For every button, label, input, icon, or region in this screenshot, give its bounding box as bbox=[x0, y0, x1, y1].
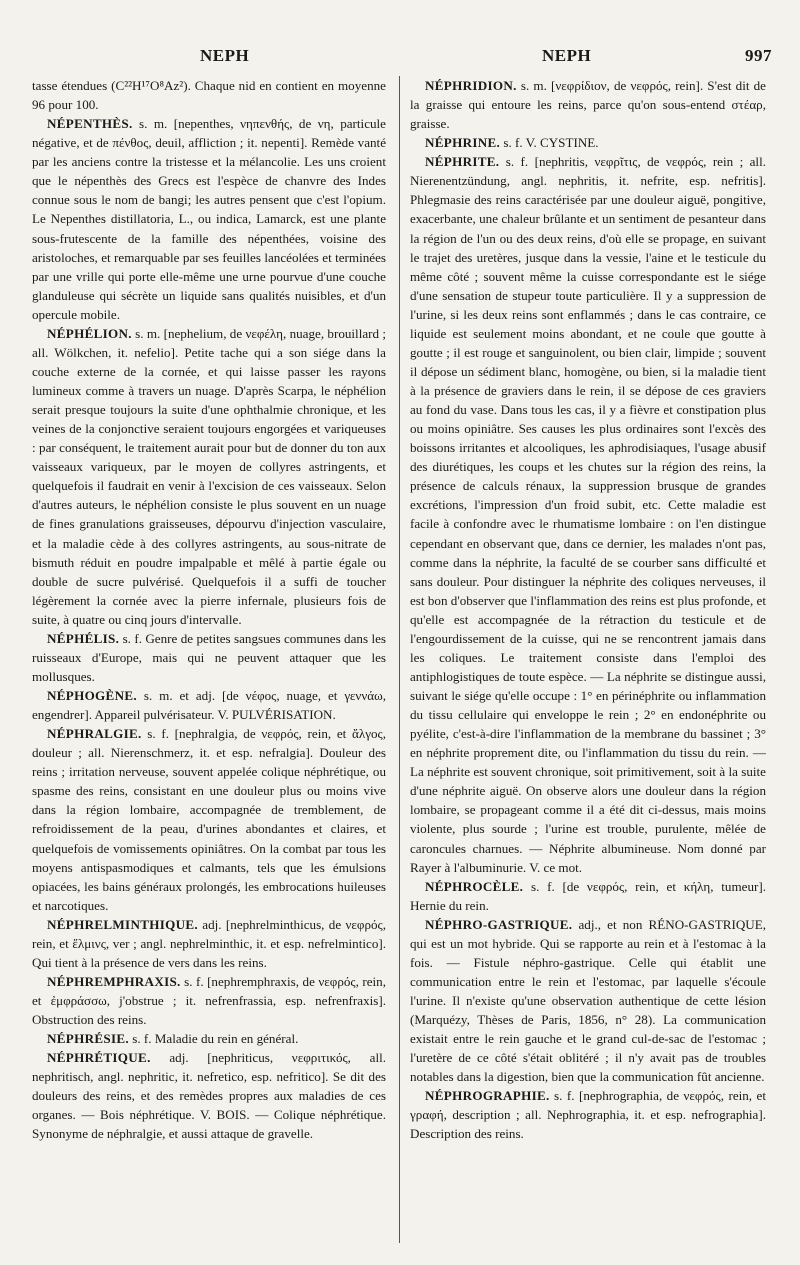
entry-text: s. f. [nephrographia, de νεφρός, rein, et γραφή, description ; all. Nephrographia, it. et esp. nefrographia]. Description des reins. bbox=[410, 1088, 766, 1142]
entry-text: s. f. [de νεφρός, rein, et κήλη, tumeur]. Hernie du rein. bbox=[410, 878, 766, 913]
entry-headword: NÉPHROGRAPHIE. bbox=[425, 1088, 550, 1104]
entry-nephrite bbox=[410, 152, 766, 876]
entry-text: tasse étendues (C²²H¹⁷O⁸Az²). Chaque nid en contient en moyenne 96 pour 100. bbox=[32, 78, 386, 113]
entry-text: s. f. [nephremphraxis, de νεφρός, rein, et ἐμφράσσω, j'obstrue ; it. nefrenfrassia, esp. nefrenfraxis]. Obstruction des reins. bbox=[32, 973, 386, 1028]
entry-headword: NÉPHRALGIE. bbox=[47, 726, 142, 742]
entry-headword: NÉPHRITE. bbox=[425, 154, 500, 170]
left-column bbox=[32, 76, 386, 1144]
entry-text: s. m. et adj. [de νέφος, nuage, et γεννάω, engendrer]. Appareil pulvérisateur. V. PULVÉRISATION. bbox=[32, 688, 386, 723]
entry-text: s. m. [nephelium, de νεφέλη, nuage, brouillard ; all. Wölkchen, it. nefelio]. Petite tache qui a son siége dans la couche externe de la cornée, et qui laisse passer les rayons lumineux comme à travers un nuage. D'après Scarpa, le néphélion serait presque toujours la suite d'une ophthalmie chronique, et les veines de la conjonctive seraient toujours engorgées et variqueuses : par conséquent, le traitement aurait pour but de donner du ton aux vaisseaux variqueux, par le moyen de collyres astringents, et quelquefois il faudrait en venir à l'excision de ces vaisseaux. Selon d'autres auteurs, le néphélion consiste le plus souvent en un nuage de fines granulations graisseuses, dépourvu d'injection vasculaire, et la maladie cède à des collyres astringents, au sous-nitrate de bismuth réduit en poudre impalpable et mêlé à partie égale ou double de sucre pulvérisé. Quelquefois il a suffi de toucher légèrement la cornée avec la pierre infernale, plusieurs fois de suite, à quatre ou cinq jours d'intervalle. bbox=[32, 325, 386, 627]
entry-text: s. m. [νεφρίδιον, de νεφρός, rein]. S'est dit de la graisse qui entoure les reins, parce qu'on sous-entend στέαρ, graisse. bbox=[410, 78, 766, 132]
entry-nephro-gastrique bbox=[410, 915, 766, 1087]
entry-headword: NÉPHRÉTIQUE. bbox=[47, 1050, 151, 1066]
entry-nephrocele bbox=[410, 877, 766, 915]
running-head-left: NEPH bbox=[200, 46, 250, 65]
entry-text: adj. [nephrelminthicus, de νεφρός, rein, et ἕλμινς, ver ; angl. nephrelminthic, it. et esp. nefrelmintico]. Qui tient à la présence de vers dans les reins. bbox=[32, 916, 386, 970]
entry-nephridion bbox=[410, 76, 766, 133]
entry-nephelis bbox=[32, 629, 386, 686]
entry-headword: NÉPENTHÈS. bbox=[47, 116, 133, 132]
entry-nephretique bbox=[32, 1048, 386, 1143]
entry-nephralgie bbox=[32, 724, 386, 915]
entry-text: adj., et non RÉNO-GASTRIQUE, qui est un mot hybride. Qui se rapporte au rein et à l'estomac à la fois. — Fistule néphro-gastrique. Celle qui établit une communication entre le rein et l'estomac, par laquelle s'écoule l'urine. Il n'existe qu'une observation authentique de cette lésion (Marquézy, Thèses de Paris, 1856, n° 28). La communication existait entre le rein gauche et le grand cul-de-sac de l'estomac ; l'uretère de ce côté s'était oblitéré ; il n'y avait pas de troubles notables dans la digestion, bien que la communication fût ancienne. bbox=[410, 916, 766, 1085]
entry-text: s. f. [nephralgia, de νεφρός, rein, et ἄλγος, douleur ; all. Nierenschmerz, it. et esp. nefralgia]. Douleur des reins ; irritation nerveuse, souvent appelée colique néphrétique, ou spasme des reins, consistant en une douleur plus ou moins vive dans la région lombaire, accompagnée de tremblement, de refroidissement de la peau, d'urines abondantes et claires, et quelquefois de vomissements opiniâtres. On la combat par tous les moyens antispasmodiques et calmants, tels que les émulsions opiacées, les bains généraux prolongés, les embrocations huileuses et narcotiques. bbox=[32, 726, 386, 913]
entry-nephelion bbox=[32, 324, 386, 629]
entry-text: s. f. Genre de petites sangsues communes dans les ruisseaux d'Europe, mais qui ne peuvent attaquer que les mollusques. bbox=[32, 630, 386, 684]
entry-headword: NÉPHRO-GASTRIQUE. bbox=[425, 916, 573, 932]
entry-nephrelminthique bbox=[32, 915, 386, 972]
entry-nepenthes bbox=[32, 114, 386, 324]
right-column bbox=[410, 76, 766, 1144]
entry-nephrographie bbox=[410, 1086, 766, 1143]
running-head-right: NEPH bbox=[542, 46, 592, 65]
entry-text: s. f. Maladie du rein en général. bbox=[128, 1031, 299, 1047]
entry-headword: NÉPHREMPHRAXIS. bbox=[47, 973, 181, 989]
entry-nephrine bbox=[410, 133, 766, 152]
entry-text: s. f. V. CYSTINE. bbox=[500, 135, 599, 151]
entry-headword: NÉPHOGÈNE. bbox=[47, 688, 137, 703]
page-number: 997 bbox=[745, 46, 772, 65]
entry-headword: NÉPHRIDION. bbox=[425, 78, 517, 93]
entry-headword: NÉPHÉLIS. bbox=[47, 630, 120, 646]
entry-nephremphraxis bbox=[32, 972, 386, 1029]
page-header bbox=[30, 46, 772, 74]
entry-text: adj. [nephriticus, νεφριτικός, all. nephritisch, angl. nephritic, it. nefretico, esp. nefritico]. Se dit des douleurs des reins, et des remèdes propres aux maladies de ces organes. — Bois néphrétique. V. BOIS. — Colique néphrétique. Synonyme de néphralgie, et aussi attaque de gravelle. bbox=[32, 1050, 386, 1142]
entry-continuation bbox=[32, 76, 386, 114]
entry-text: s. f. [nephritis, νεφρῖτις, de νεφρός, rein ; all. Nierenentzündung, angl. nephritis, it. nefrite, esp. nefritis]. Phlegmasie des reins caractérisée par une douleur aiguë, pongitive, exacerbante, une chaleur brûlante et un sentiment de pesanteur dans la région de l'un ou des deux reins, d'où elle se propage, en suivant le trajet des uretères, jusque dans la vessie, l'aine et le testicule du même côté ; souvent même la cuisse correspondante est le siége d'une sensation de stupeur toute particulière. Il y a suppression de l'urine, si les deux reins sont enflammés ; dans le cas contraire, ce liquide est seulement moins abondant, et ne coule que goutte à goutte ; il est rouge et sanguinolent, ou bien clair, limpide ; souvent il dépose un sédiment blanc, homogène, ou bien, si la maladie tient à la présence de graviers dans le rein, il se dépose de ces graviers au fond du vase. Dans tous les cas, il y a fièvre et constipation plus ou moins opiniâtre. Ses causes les plus ordinaires sont l'excès des boissons irritantes et alcooliques, les aphrodisiaques, l'usage abusif des diurétiques, les coups et les chutes sur la région des reins, la présence de calculs rénaux, la suppression brusque de grandes excrétions, l'impression d'un froid subit, etc. Cette maladie est facile à confondre avec le rhumatisme lombaire : on l'en distingue cependant en observant que, dans ce dernier, les malades n'ont pas, comme dans la néphrite, la faculté de se courber sans difficulté et sans douleur. Pour distinguer la néphrite des coliques nerveuses, il est bon d'observer que l'inflammation des reins est plus profonde, et qu'elle est accompagnée de la rétraction du testicule et de l'engourdissement de la cuisse, qui ne se rencontrent jamais dans les coliques. Le traitement consiste dans l'emploi des antiphlogistiques de toute espèce. — La néphrite se distingue aussi, suivant le siége qu'elle occupe : 1° en périnéphrite ou inflammation du tissu cellulaire qui enveloppe le rein ; 2° en endonéphrite ou pyélite, c'est-à-dire l'inflammation de la membrane du bassinet ; 3° en néphrite proprement dite, ou l'inflammation du tissu du rein. — La néphrite est souvent chronique, soit primitivement, soit à la suite d'une néphrite aiguë. On observe alors une douleur dans la région lombaire, se propageant comme il a été dit ci-dessus, mais moins violente, plus sourde ; l'urine est trouble, purulente, mêlée de caroncules charnues. — Néphrite albumineuse. Nom donné par Rayer à l'albuminurie. V. ce mot. bbox=[410, 154, 766, 875]
entry-headword: NÉPHRINE. bbox=[425, 135, 501, 151]
entry-headword: NÉPHROCÈLE. bbox=[425, 878, 524, 894]
entry-headword: NÉPHRÉSIE. bbox=[47, 1031, 129, 1047]
entry-nephogene bbox=[32, 686, 386, 724]
column-divider bbox=[399, 76, 400, 1243]
entry-headword: NÉPHRELMINTHIQUE. bbox=[47, 916, 198, 932]
entry-nephresie bbox=[32, 1029, 386, 1048]
entry-headword: NÉPHÉLION. bbox=[47, 325, 132, 341]
entry-text: s. m. [nepenthes, νηπενθής, de νη, particule négative, et de πένθος, deuil, affliction ; it. nepenti]. Remède vanté par les anciens contre la tristesse et la mélancolie. Les uns croient que le népenthès des Grecs est l'espèce de chanvre des Indes connue sous le nom de bangi; les autres pensent que c'est l'opium. Le Nepenthes distillatoria, L., ou indica, Lamarck, est une plante sous-frutescente de la famille des népenthées, voisine des aristoloches, et remarquable par ses feuilles lancéolées et terminées par une vrille qui porte elle-même une urne pourvue d'une couche glanduleuse qui sécrète un liquide sans qualités nuisibles, et d'un opercule mobile. bbox=[32, 116, 386, 322]
